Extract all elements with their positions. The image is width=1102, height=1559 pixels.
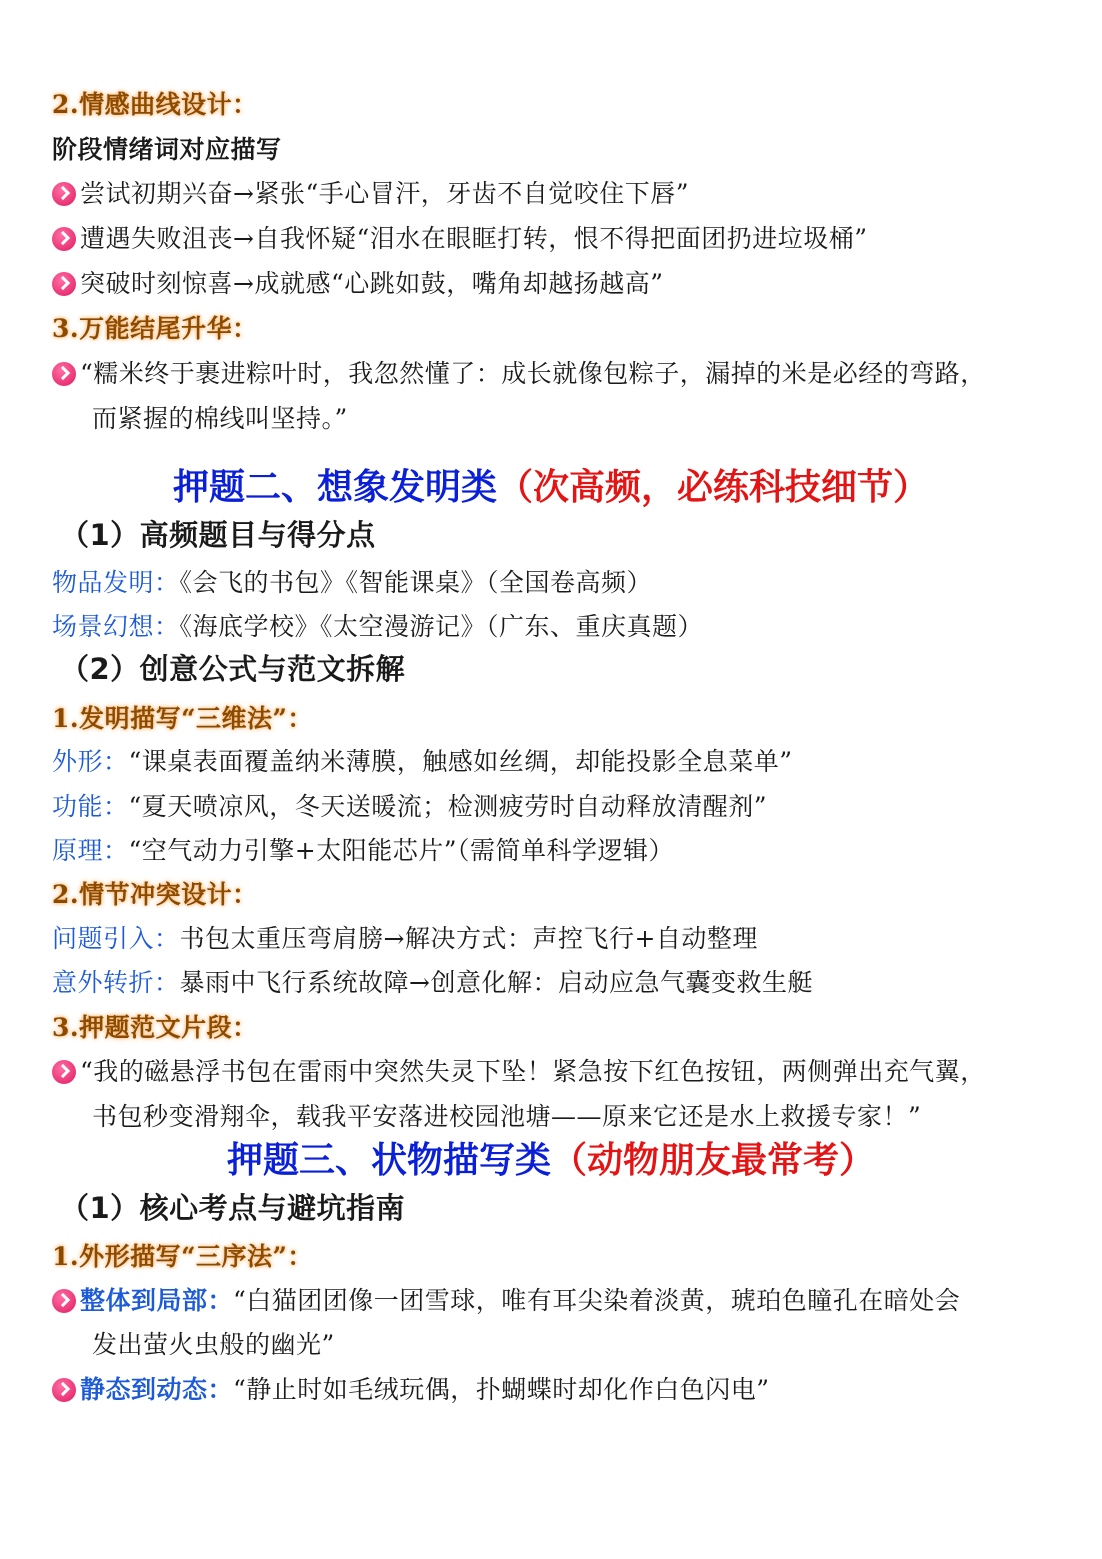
heading-emotion-curve: 2.情感曲线设计： (52, 90, 258, 119)
paragraph-continuation: 而紧握的棉线叫坚持。” (92, 404, 348, 433)
list-item: “糯米终于裹进粽叶时，我忽然懂了：成长就像包粽子，漏掉的米是必经的弯路， (52, 357, 1062, 391)
detail-row: 问题引入：书包太重压弯肩膀→解决方式：声控飞行+自动整理 (52, 924, 758, 953)
list-item: “我的磁悬浮书包在雷雨中突然失灵下坠！紧急按下红色按钮，两侧弹出充气翼， (52, 1055, 1062, 1089)
pink-chevron-circle-icon (52, 1060, 76, 1084)
pink-chevron-circle-icon (52, 227, 76, 251)
paragraph-continuation: 发出萤火虫般的幽光” (92, 1330, 335, 1359)
list-item: 静态到动态：“静止时如毛绒玩偶，扑蝴蝶时却化作白色闪电” (52, 1373, 1062, 1407)
section-title-object: 押题三、状物描写类（动物朋友最常考） (226, 1140, 876, 1181)
list-item: 遭遇失败沮丧→自我怀疑“泪水在眼眶打转，恨不得把面团扔进垃圾桶” (52, 222, 1062, 256)
subsection-title: （2）创意公式与范文拆解 (60, 652, 406, 686)
heading-three-order: 1.外形描写“三序法”： (52, 1242, 313, 1271)
subsection-title: （1）高频题目与得分点 (60, 518, 376, 552)
list-item: 尝试初期兴奋→紧张“手心冒汗，牙齿不自觉咬住下唇” (52, 177, 1062, 211)
detail-row: 功能：“夏天喷凉风，冬天送暖流；检测疲劳时自动释放清醒剂” (52, 792, 768, 821)
heading-three-dimension: 1.发明描写“三维法”： (52, 704, 313, 733)
subsection-title: （1）核心考点与避坑指南 (60, 1191, 406, 1225)
list-item: 整体到局部：“白猫团团像一团雪球，唯有耳尖染着淡黄，琥珀色瞳孔在暗处会 (52, 1284, 1062, 1318)
pink-chevron-circle-icon (52, 272, 76, 296)
topic-row: 场景幻想：《海底学校》《太空漫游记》（广东、重庆真题） (52, 612, 704, 641)
paragraph-continuation: 书包秒变滑翔伞，载我平安落进校园池塘——原来它还是水上救援专家！” (92, 1102, 922, 1131)
section-title-imagination: 押题二、想象发明类（次高频，必练科技细节） (172, 467, 930, 508)
detail-row: 外形：“课桌表面覆盖纳米薄膜，触感如丝绸，却能投影全息菜单” (52, 747, 793, 776)
pink-chevron-circle-icon (52, 362, 76, 386)
detail-row: 原理：“空气动力引擎+太阳能芯片”（需简单科学逻辑） (52, 836, 675, 865)
list-item: 突破时刻惊喜→成就感“心跳如鼓，嘴角却越扬越高” (52, 267, 1062, 301)
pink-chevron-circle-icon (52, 182, 76, 206)
heading-plot-conflict: 2.情节冲突设计： (52, 880, 258, 909)
pink-chevron-circle-icon (52, 1289, 76, 1313)
detail-row: 意外转折：暴雨中飞行系统故障→创意化解：启动应急气囊变救生艇 (52, 968, 813, 997)
pink-chevron-circle-icon (52, 1378, 76, 1402)
heading-ending: 3.万能结尾升华： (52, 314, 258, 343)
subheading-stage-words: 阶段情绪词对应描写 (52, 135, 282, 164)
heading-sample: 3.押题范文片段： (52, 1013, 258, 1042)
topic-row: 物品发明：《会飞的书包》《智能课桌》（全国卷高频） (52, 568, 653, 597)
